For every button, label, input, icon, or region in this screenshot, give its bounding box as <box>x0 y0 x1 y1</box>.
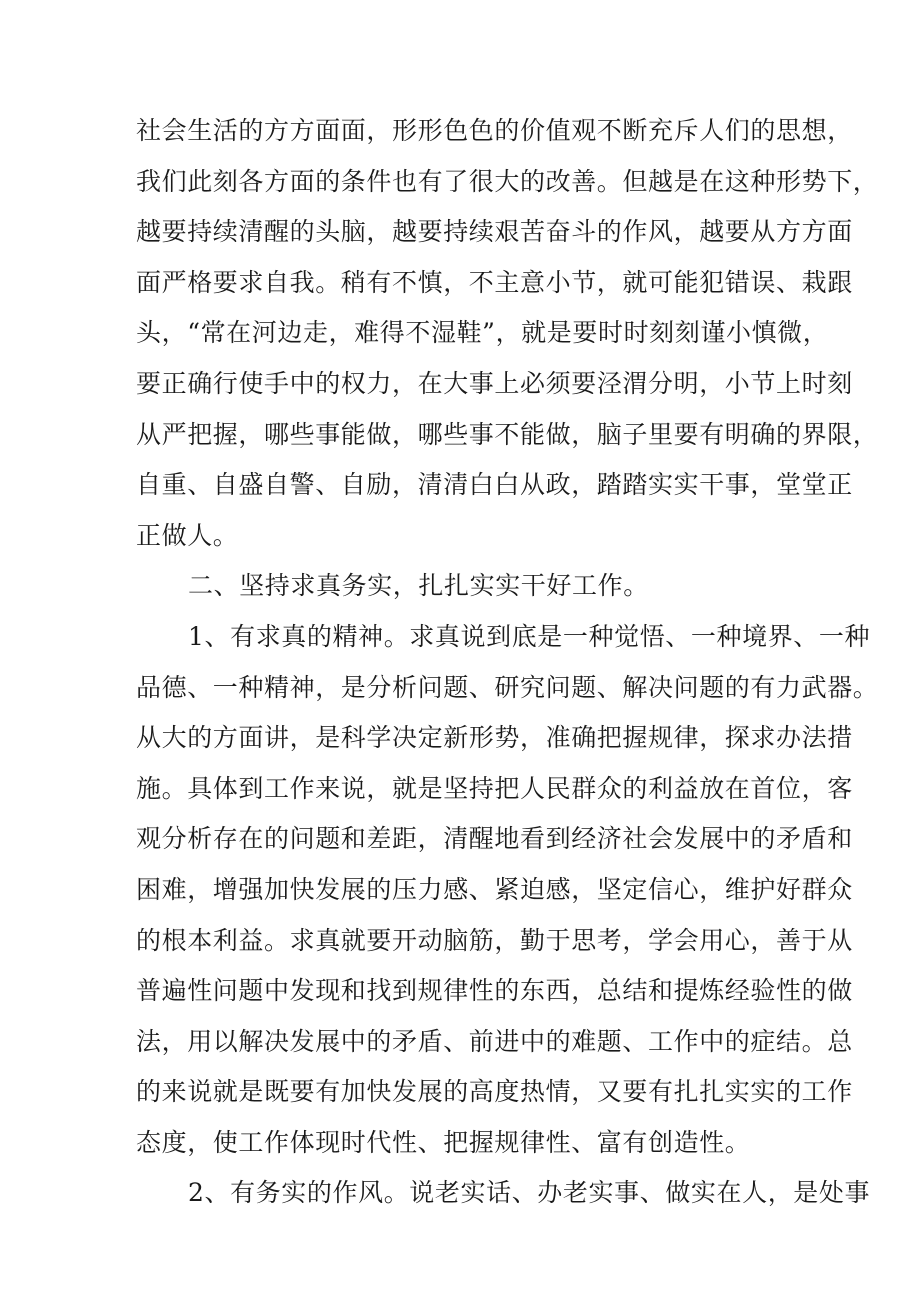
text-line: 品德、一种精神，是分析问题、研究问题、解决问题的有力武器。 <box>136 672 879 702</box>
text-line: 我们此刻各方面的条件也有了很大的改善。但越是在这种形势下， <box>136 166 879 196</box>
text-line: 从严把握，哪些事能做，哪些事不能做，脑子里要有明确的界限， <box>136 419 879 449</box>
text-line: 的根本利益。求真就要开动脑筋，勤于思考，学会用心，善于从 <box>136 925 853 955</box>
text-line: 正做人。 <box>136 520 239 550</box>
text-line: 观分析存在的问题和差距，清醒地看到经济社会发展中的矛盾和 <box>136 824 853 854</box>
heading-text: 二、坚持求真务实，扎扎实实干好工作。 <box>188 571 649 601</box>
text-line: 社会生活的方方面面，形形色色的价值观不断充斥人们的思想， <box>136 116 853 145</box>
paragraph-continuation <box>136 106 879 561</box>
text-line: 1、有求真的精神。求真说到底是一种觉悟、一种境界、一种 <box>188 621 871 651</box>
text-line: 态度，使工作体现时代性、把握规律性、富有创造性。 <box>136 1127 751 1157</box>
text-line: 自重、自盛自警、自励，清清白白从政，踏踏实实干事，堂堂正 <box>136 470 853 500</box>
text-line: 法，用以解决发展中的矛盾、前进中的难题、工作中的症结。总 <box>136 1026 853 1056</box>
text-line: 越要持续清醒的头脑，越要持续艰苦奋斗的作风，越要从方方面 <box>136 217 853 247</box>
text-line: 要正确行使手中的权力，在大事上必须要泾渭分明，小节上时刻 <box>136 368 853 398</box>
section-heading <box>136 561 796 612</box>
text-line: 普遍性问题中发现和找到规律性的东西，总结和提炼经验性的做 <box>136 976 853 1006</box>
paragraph-pragmatic-style <box>136 1168 871 1219</box>
text-line: 头，“常在河边走，难得不湿鞋”，就是要时时刻刻谨小慎微， <box>136 318 829 348</box>
text-line: 困难，增强加快发展的压力感、紧迫感，坚定信心，维护好群众 <box>136 874 853 904</box>
text-line: 的来说就是既要有加快发展的高度热情，又要有扎扎实实的工作 <box>136 1077 853 1107</box>
text-line: 从大的方面讲，是科学决定新形势，准确把握规律，探求办法措 <box>136 723 853 753</box>
text-line: 2、有务实的作风。说老实话、办老实事、做实在人，是处事 <box>188 1178 871 1208</box>
text-line: 施。具体到工作来说，就是坚持把人民群众的利益放在首位，客 <box>136 773 853 803</box>
text-line: 面严格要求自我。稍有不慎，不主意小节，就可能犯错误、栽跟 <box>136 267 853 297</box>
document-body <box>136 106 879 1219</box>
paragraph-seeking-truth <box>136 612 879 1169</box>
